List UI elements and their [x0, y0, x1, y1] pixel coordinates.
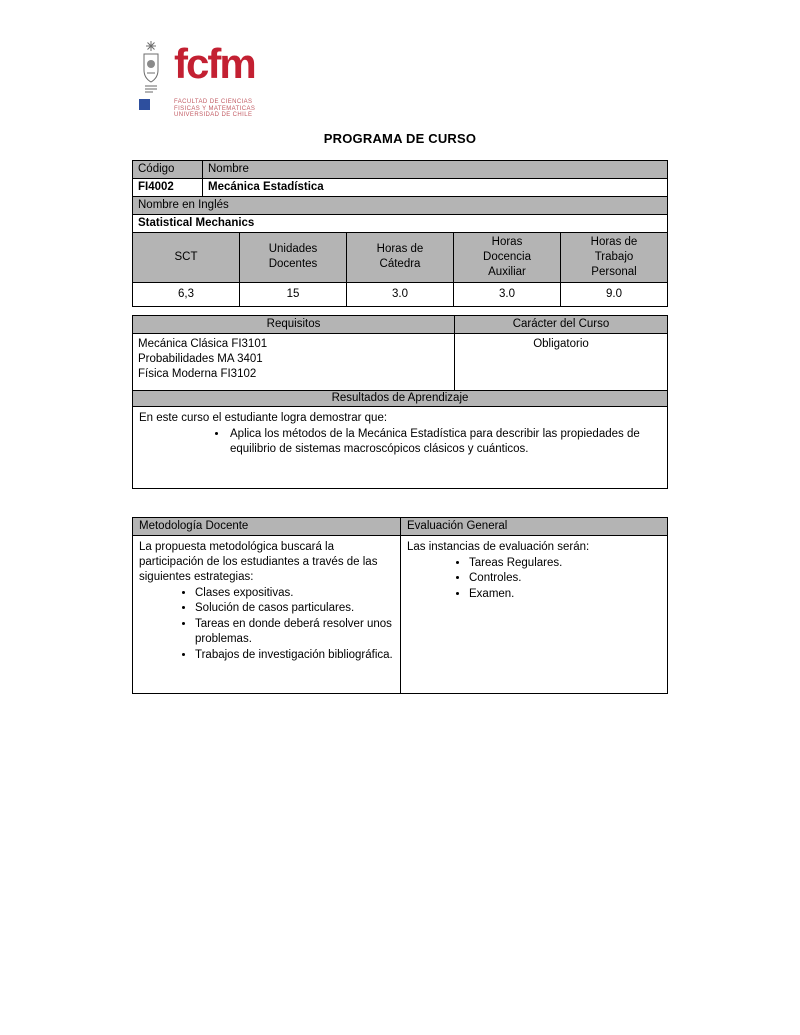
evaluacion-content-cell [401, 535, 668, 693]
list-item: Probabilidades MA 3401 [138, 352, 263, 365]
fcfm-logo [139, 40, 259, 119]
horas-catedra-value-cell: 3.0 [347, 282, 454, 306]
metodologia-intro: La propuesta metodológica buscará la participación de los estudiantes a través de las siguientes estrategias: [139, 540, 378, 583]
nombre-ingles-header-cell: Nombre en Inglés [133, 196, 668, 214]
horas-trabajo-personal-value-cell: 9.0 [561, 282, 668, 306]
university-crest-icon [139, 40, 163, 96]
list-item: • Clases expositivas. [195, 586, 394, 602]
unidades-docentes-header-cell: Unidades Docentes [240, 232, 347, 282]
horas-catedra-header-cell: Horas de Cátedra [347, 232, 454, 282]
list-item: Mecánica Clásica FI3101 [138, 337, 268, 350]
table-gap [132, 307, 668, 315]
list-item: • Examen. [469, 587, 661, 603]
list-item: • Solución de casos particulares. [195, 601, 394, 617]
list-item: • Tareas en donde deberá resolver unos problemas. [195, 617, 394, 648]
list-item: • Controles. [469, 571, 661, 587]
list-item: UNIVERSIDAD DE CHILE [174, 112, 253, 118]
codigo-value-cell: FI4002 [133, 178, 203, 196]
methodology-evaluation-table [132, 517, 668, 694]
sct-header-cell: SCT [133, 232, 240, 282]
requisitos-value-cell [133, 333, 455, 390]
caracter-header-cell: Carácter del Curso [455, 315, 668, 333]
page-title: PROGRAMA DE CURSO [323, 130, 477, 146]
resultados-content-cell [133, 406, 668, 488]
fcfm-brand-text: fcfm [174, 40, 255, 87]
list-item: • Trabajos de investigación bibliográfica. [195, 648, 394, 664]
horas-docencia-auxiliar-value-cell: 3.0 [454, 282, 561, 306]
list-item: Física Moderna FI3102 [138, 367, 257, 380]
list-item: • Aplica los métodos de la Mecánica Estadística para describir las propiedades de equilibrio de sistemas macroscópicos clásicos y cuánticos. [228, 427, 661, 458]
evaluacion-header-cell: Evaluación General [401, 517, 668, 535]
hours-table [132, 232, 668, 307]
unidades-docentes-value-cell: 15 [240, 282, 347, 306]
faculty-name-lines [174, 99, 259, 119]
resultados-bullet-list [139, 427, 661, 458]
resultados-intro: En este curso el estudiante logra demostrar que: [139, 411, 388, 424]
caracter-value-cell: Obligatorio [455, 333, 668, 390]
list-item: FACULTAD DE CIENCIAS [174, 99, 253, 105]
horas-docencia-auxiliar-header-cell: Horas Docencia Auxiliar [454, 232, 561, 282]
requisitos-header-cell: Requisitos [133, 315, 455, 333]
nombre-ingles-value-cell: Statistical Mechanics [133, 214, 668, 232]
metodologia-header-cell: Metodología Docente [133, 517, 401, 535]
codigo-header-cell: Código [133, 160, 203, 178]
course-code-table [132, 160, 668, 197]
list-item: • Tareas Regulares. [469, 556, 661, 572]
resultados-table [132, 390, 668, 489]
nombre-value-cell: Mecánica Estadística [203, 178, 668, 196]
evaluacion-intro: Las instancias de evaluación serán: [407, 540, 590, 553]
metodologia-content-cell [133, 535, 401, 693]
english-name-table [132, 196, 668, 233]
metodologia-bullet-list [139, 586, 394, 664]
list-item: FISICAS Y MATEMATICAS [174, 105, 256, 112]
document-page [132, 0, 668, 694]
nombre-header-cell: Nombre [203, 160, 668, 178]
resultados-header-cell: Resultados de Aprendizaje [133, 390, 668, 406]
evaluacion-bullet-list [407, 556, 661, 603]
sct-value-cell: 6,3 [133, 282, 240, 306]
requisitos-table [132, 315, 668, 391]
horas-trabajo-personal-header-cell: Horas de Trabajo Personal [561, 232, 668, 282]
requisitos-list [138, 337, 449, 382]
blue-square-icon [139, 99, 150, 110]
